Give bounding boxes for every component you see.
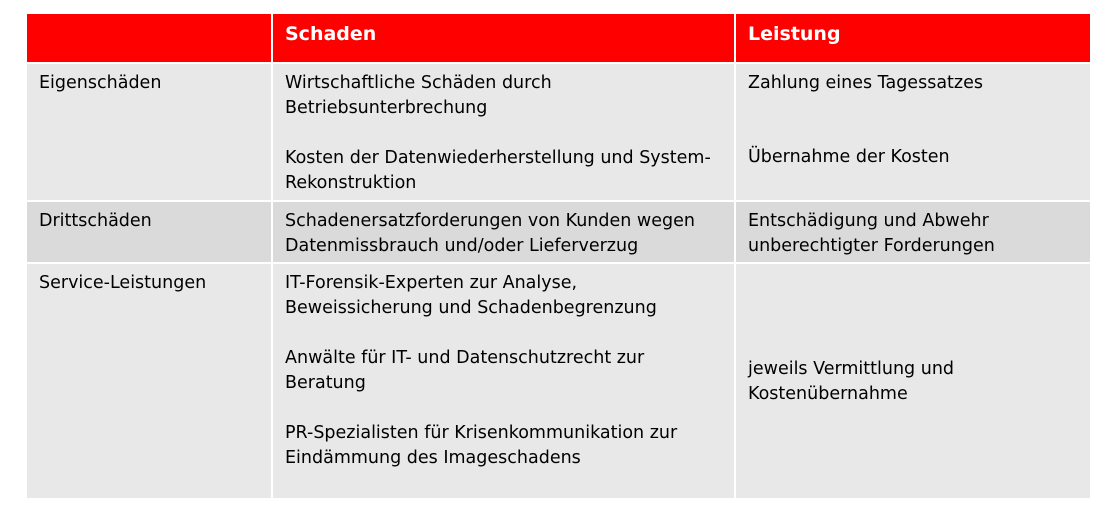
row-leistung <box>736 64 1090 200</box>
schaden-item: Kosten der Datenwiederherstellung und System-Rekonstruktion <box>285 148 711 193</box>
schaden-item: Wirtschaftliche Schäden durch Betriebsunterbrechung <box>285 73 552 118</box>
schaden-item: PR-Spezialisten für Krisenkommunikation zur Eindämmung des Imageschadens <box>285 423 678 468</box>
coverage-table <box>27 14 1089 498</box>
leistung-item: jeweils Vermittlung und Kostenübernahme <box>748 358 955 404</box>
row-schaden <box>273 264 734 498</box>
row-category: Service-Leistungen <box>27 264 271 498</box>
schaden-item: Schadenersatzforderungen von Kunden wegen Datenmissbrauch und/oder Lieferverzug <box>285 211 695 256</box>
header-empty-cell <box>27 14 271 62</box>
row-category: Eigenschäden <box>27 64 271 200</box>
row-leistung <box>736 264 1090 498</box>
row-schaden <box>273 64 734 200</box>
leistung-item: Entschädigung und Abwehr unberechtigter Forderungen <box>748 211 995 256</box>
leistung-item: Übernahme der Kosten <box>748 147 950 167</box>
header-leistung: Leistung <box>736 14 1090 62</box>
leistung-item: Zahlung eines Tagessatzes <box>748 73 983 93</box>
row-leistung <box>736 202 1090 262</box>
row-schaden <box>273 202 734 262</box>
schaden-item: Anwälte für IT- und Datenschutzrecht zur Beratung <box>285 348 645 393</box>
schaden-item: IT-Forensik-Experten zur Analyse, Beweissicherung und Schadenbegrenzung <box>285 273 657 318</box>
row-category: Drittschäden <box>27 202 271 262</box>
header-schaden: Schaden <box>273 14 734 62</box>
